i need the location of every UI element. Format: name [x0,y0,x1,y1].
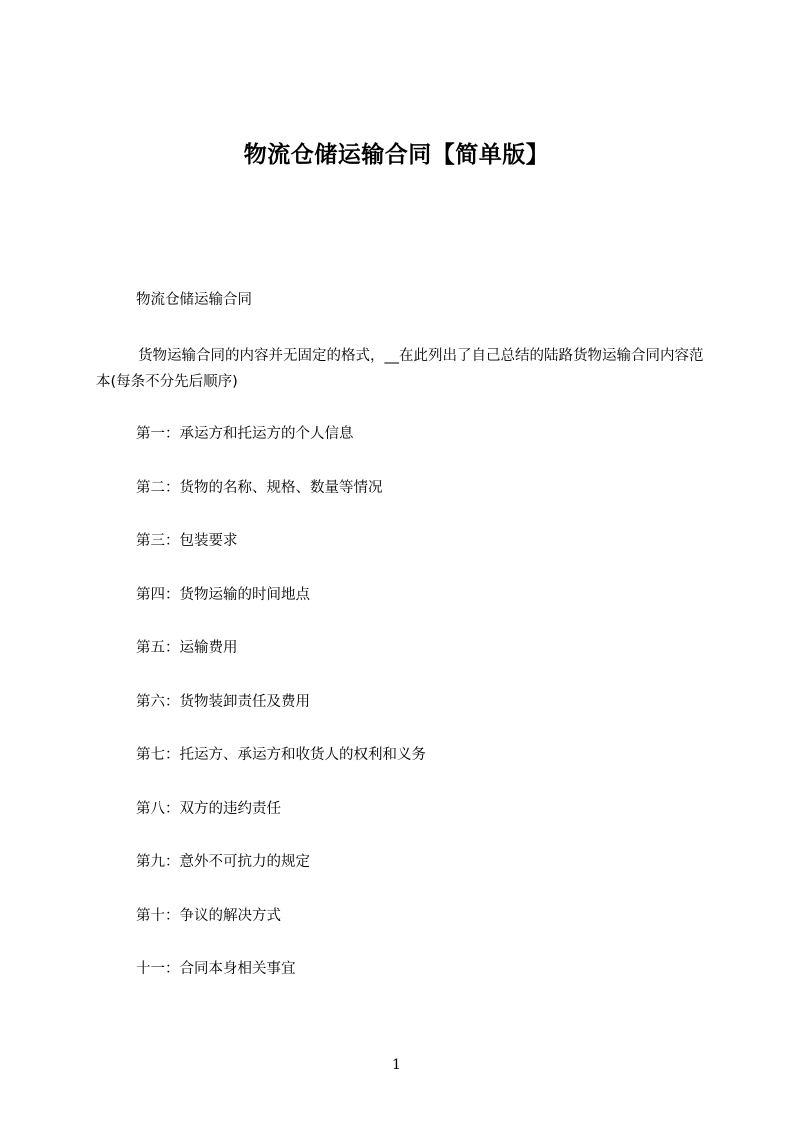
clause-item: 第二：货物的名称、规格、数量等情况 [136,479,383,496]
clause-item: 第一：承运方和托运方的个人信息 [136,426,354,442]
clause-item: 第四：货物运输的时间地点 [136,586,310,603]
intro-paragraph: 货物运输合同的内容并无固定的格式，__在此列出了自己总结的陆路货物运输合同内容范本(每条不分先后顺序) [96,348,704,390]
clause-item: 第五：运输费用 [136,640,238,656]
clause-item: 第八：双方的违约责任 [136,800,281,817]
clause-item: 十一：合同本身相关事宜 [136,961,296,977]
document-subtitle: 物流仓储运输合同 [136,292,252,308]
clause-item: 第九：意外不可抗力的规定 [136,854,310,870]
contract-clause-list [136,423,426,1012]
document-title: 物流仓储运输合同【简单版】 [243,142,550,168]
clause-item: 第七：托运方、承运方和收货人的权利和义务 [136,747,426,763]
page-number: 1 [392,1057,401,1073]
clause-item: 第六：货物装卸责任及费用 [136,693,310,710]
clause-item: 第三：包装要求 [136,533,238,549]
clause-item: 第十：争议的解决方式 [136,907,281,924]
